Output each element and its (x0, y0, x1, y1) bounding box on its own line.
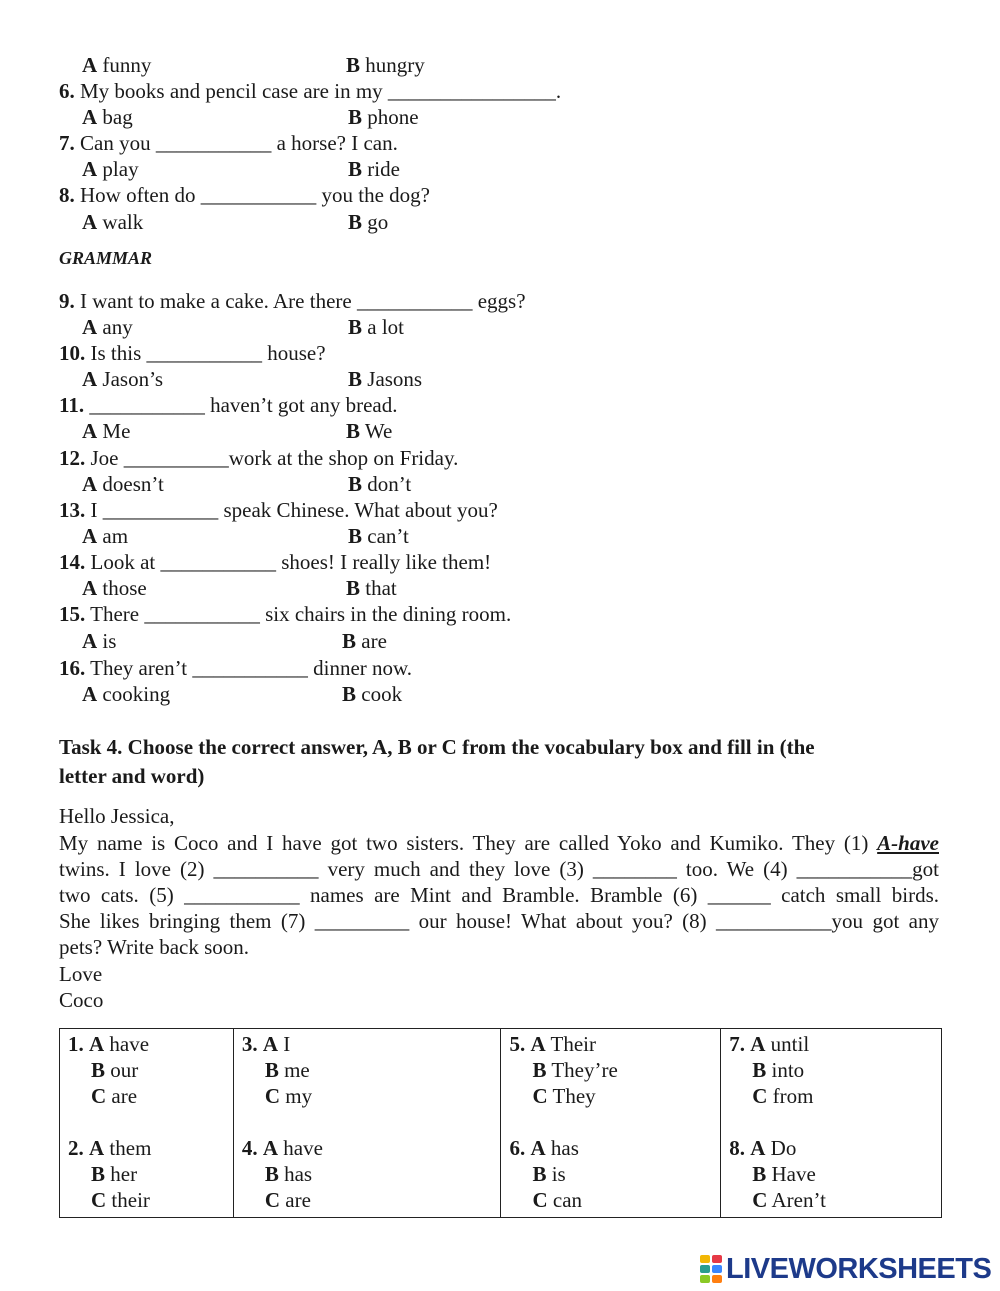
q12-option-a: A doesn’t (82, 472, 164, 496)
q14-option-a: A those (82, 576, 147, 600)
letter-line-5: pets? Write back soon. (59, 935, 250, 959)
q10-option-b: B Jasons (348, 367, 423, 391)
letter-line-3: two cats. (5) ___________ names are Mint and Bramble. Bramble (6) ______ catch small birds. (59, 883, 939, 907)
item-4-option-b: B has (264, 1162, 313, 1186)
q6-option-a: A bag (82, 105, 133, 129)
vocab-cell-7-8 (721, 1029, 942, 1218)
question-9: 9. I want to make a cake. Are there ___________ eggs? (59, 289, 526, 313)
vocab-cell-5-6 (501, 1029, 721, 1218)
answer-1-filled[interactable]: A-have (877, 831, 939, 855)
q12-option-b: B don’t (348, 472, 412, 496)
letter-greeting: Hello Jessica, (59, 804, 175, 828)
q8-option-a: A walk (82, 210, 144, 234)
item-3-option-a: 3. A I (241, 1032, 291, 1056)
item-6-option-a: 6. A has (509, 1136, 579, 1160)
q5-option-b: B hungry (346, 53, 425, 77)
letter-closing: Love (59, 962, 103, 986)
item-6-option-b: B is (532, 1162, 566, 1186)
item-6-option-c: C can (532, 1188, 583, 1212)
question-13: 13. I ___________ speak Chinese. What about you? (59, 498, 498, 522)
item-4-option-a: 4. A have (241, 1136, 323, 1160)
vocab-cell-3-4 (233, 1029, 501, 1218)
item-3-option-b: B me (264, 1058, 310, 1082)
question-10: 10. Is this ___________ house? (59, 341, 326, 365)
q16-option-b: B cook (342, 682, 403, 706)
item-2-option-b: B her (91, 1162, 138, 1186)
question-6: 6. My books and pencil case are in my ________________. (59, 79, 562, 103)
vocabulary-box-row (60, 1029, 942, 1218)
question-15: 15. There ___________ six chairs in the dining room. (59, 602, 512, 626)
q11-option-b: B We (346, 419, 393, 443)
letter-line-1: My name is Coco and I have got two sisters. They are called Yoko and Kumiko. They (1) A-have (59, 831, 939, 855)
item-1-option-b: B our (91, 1058, 139, 1082)
q15-option-b: B are (342, 629, 387, 653)
letter-line-2: twins. I love (2) __________ very much and they love (3) ________ too. We (4) ___________got (59, 857, 939, 881)
item-2-option-a: 2. A them (68, 1136, 152, 1160)
item-8-option-a: 8. A Do (729, 1136, 797, 1160)
logo-text: LIVEWORKSHEETS (726, 1252, 992, 1285)
q7-option-a: A play (82, 157, 139, 181)
vocabulary-box (59, 1028, 942, 1218)
item-7-option-b: B into (752, 1058, 805, 1082)
item-7-option-a: 7. A until (729, 1032, 810, 1056)
item-5-option-a: 5. A Their (509, 1032, 596, 1056)
q8-option-b: B go (348, 210, 389, 234)
item-5-option-c: C They (532, 1084, 596, 1108)
q15-option-a: A is (82, 629, 117, 653)
liveworksheets-logo[interactable] (700, 1252, 991, 1286)
question-14: 14. Look at ___________ shoes! I really like them! (59, 550, 492, 574)
question-11: 11. ___________ haven’t got any bread. (59, 393, 398, 417)
logo-blocks-icon (700, 1255, 722, 1283)
q16-option-a: A cooking (82, 682, 171, 706)
item-8-option-c: C Aren’t (752, 1188, 826, 1212)
item-1-option-a: 1. A have (68, 1032, 150, 1056)
q9-option-b: B a lot (348, 315, 405, 339)
letter-signature: Coco (59, 988, 104, 1012)
task4-title (59, 733, 939, 791)
vocab-cell-1-2 (60, 1029, 234, 1218)
q7-option-b: B ride (348, 157, 400, 181)
item-2-option-c: C their (91, 1188, 150, 1212)
item-7-option-c: C from (752, 1084, 814, 1108)
q5-option-a: A funny (82, 53, 152, 77)
letter-line-4: She likes bringing them (7) _________ our house! What about you? (8) ___________you got any (59, 909, 939, 933)
grammar-heading: GRAMMAR (59, 248, 153, 268)
q13-option-b: B can’t (348, 524, 409, 548)
item-5-option-b: B They’re (532, 1058, 618, 1082)
task4-title-line2: letter and word) (59, 764, 205, 788)
item-8-option-b: B Have (752, 1162, 816, 1186)
q9-option-a: A any (82, 315, 133, 339)
q6-option-b: B phone (348, 105, 419, 129)
task4-title-line1: Task 4. Choose the correct answer, A, B or C from the vocabulary box and fill in (the (59, 735, 815, 759)
q13-option-a: A am (82, 524, 129, 548)
question-16: 16. They aren’t ___________ dinner now. (59, 656, 413, 680)
q10-option-a: A Jason’s (82, 367, 164, 391)
question-12: 12. Joe __________work at the shop on Friday. (59, 446, 459, 470)
item-1-option-c: C are (91, 1084, 138, 1108)
item-4-option-c: C are (264, 1188, 311, 1212)
question-7: 7. Can you ___________ a horse? I can. (59, 131, 398, 155)
q14-option-b: B that (346, 576, 397, 600)
item-3-option-c: C my (264, 1084, 313, 1108)
question-8: 8. How often do ___________ you the dog? (59, 183, 430, 207)
q11-option-a: A Me (82, 419, 131, 443)
